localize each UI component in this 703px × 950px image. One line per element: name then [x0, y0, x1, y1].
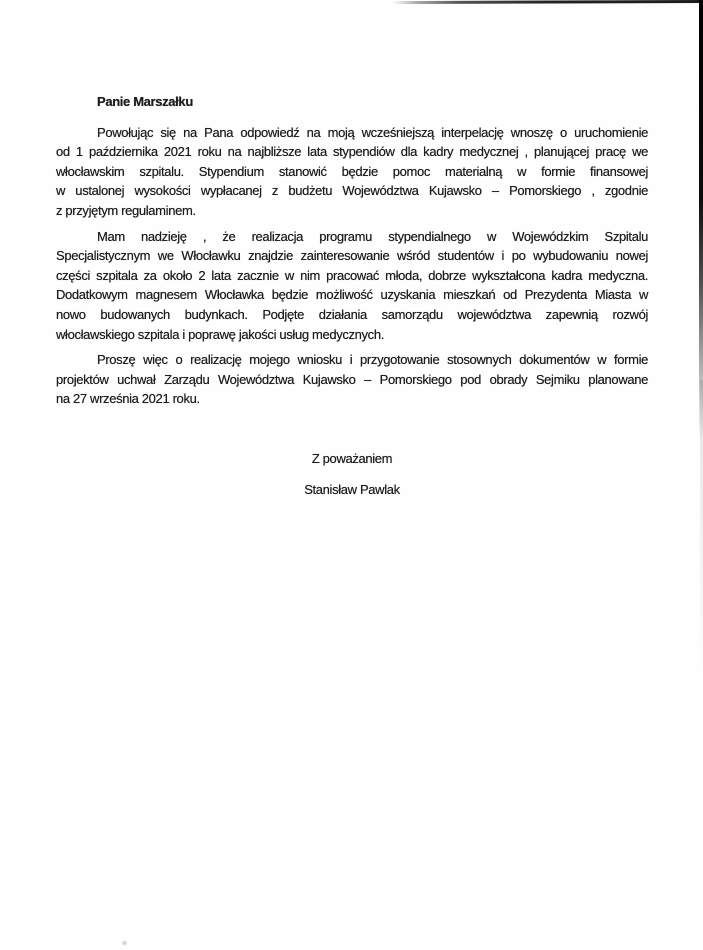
letter-signature: Stanisław Pawlak	[304, 481, 400, 497]
text-line: Mam nadzieję , że realizacja programu stypendialnego w Wojewódzkim Szpitalu	[97, 228, 648, 244]
paragraph	[56, 123, 648, 221]
text-line: Powołując się na Pana odpowiedź na moją wcześniejszą interpelację wnoszę o uruchomienie	[97, 124, 648, 140]
scan-right-edge-artifact	[699, 0, 703, 440]
text-line: z przyjętym regulaminem.	[56, 202, 196, 218]
text-line: Proszę więc o realizację mojego wniosku i przygotowanie stosownych dokumentów w formie	[97, 352, 648, 368]
letter-body	[56, 92, 648, 499]
text-line: włocławskim szpitalu. Stypendium stanowić będzie pomoc materialną w formie finansowej	[56, 163, 648, 179]
scan-top-edge-artifact	[392, 0, 703, 4]
text-line: od 1 października 2021 roku na najbliższe lata stypendiów dla kadry medycznej , planującej pracę we	[56, 144, 648, 160]
letter-salutation: Panie Marszałku	[97, 94, 193, 109]
text-line: części szpitala za około 2 lata zacznie w nim pracować młoda, dobrze wykształcona kadra medyczna.	[56, 267, 648, 283]
text-line: Dodatkowym magnesem Włocławka będzie możliwość uzyskania mieszkań od Prezydenta Miasta w	[56, 287, 648, 303]
letter-paragraphs	[56, 123, 648, 409]
scan-speck-artifact	[121, 940, 128, 946]
paragraph	[56, 350, 648, 409]
text-line: w ustalonej wysokości wypłacanej z budżetu Województwa Kujawsko – Pomorskiego , zgodnie	[56, 183, 648, 199]
text-line: Specjalistycznym we Włocławku znajdzie zainteresowanie wśród studentów i po wybudowaniu nowej	[56, 248, 648, 264]
paragraph	[56, 227, 648, 345]
text-line: projektów uchwał Zarządu Województwa Kujawsko – Pomorskiego pod obrady Sejmiku planowane	[56, 371, 648, 387]
text-line: na 27 września 2021 roku.	[56, 391, 200, 407]
letter-closing: Z poważaniem	[311, 450, 393, 466]
text-line: nowo budowanych budynkach. Podjęte działania samorządu województwa zapewnią rozwój	[56, 306, 648, 322]
text-line: włocławskiego szpitala i poprawę jakości usług medycznych.	[56, 326, 384, 342]
